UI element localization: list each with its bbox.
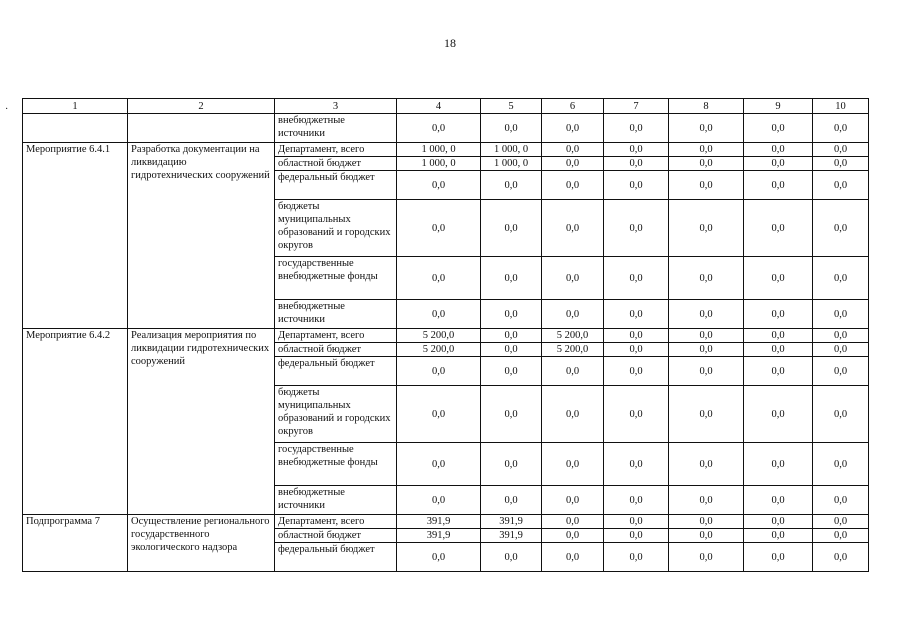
value-cell: 391,9 <box>481 515 542 529</box>
header-cell: 8 <box>669 99 744 114</box>
source-cell: бюджеты муниципальных образований и городских округов <box>275 200 397 257</box>
value-cell: 0,0 <box>669 443 744 486</box>
value-cell: 0,0 <box>813 343 869 357</box>
value-cell: 0,0 <box>542 114 604 143</box>
header-cell: 7 <box>604 99 669 114</box>
value-cell: 0,0 <box>669 386 744 443</box>
value-cell: 5 200,0 <box>542 329 604 343</box>
value-cell: 0,0 <box>604 329 669 343</box>
value-cell: 0,0 <box>669 157 744 171</box>
source-cell: бюджеты муниципальных образований и городских округов <box>275 386 397 443</box>
value-cell: 0,0 <box>604 515 669 529</box>
value-cell: 0,0 <box>604 357 669 386</box>
value-cell: 391,9 <box>397 529 481 543</box>
measure-description: Разработка документации на ликвидацию гидротехнических сооружений <box>128 143 275 329</box>
value-cell: 0,0 <box>481 200 542 257</box>
value-cell: 0,0 <box>744 114 813 143</box>
value-cell: 0,0 <box>542 357 604 386</box>
value-cell: 0,0 <box>397 357 481 386</box>
source-cell: федеральный бюджет <box>275 543 397 572</box>
value-cell: 5 200,0 <box>397 343 481 357</box>
value-cell: 0,0 <box>397 171 481 200</box>
value-cell: 1 000, 0 <box>397 143 481 157</box>
value-cell: 0,0 <box>542 543 604 572</box>
value-cell: 0,0 <box>542 257 604 300</box>
value-cell: 0,0 <box>813 515 869 529</box>
source-cell: Департамент, всего <box>275 515 397 529</box>
margin-mark: · <box>5 104 9 115</box>
empty-cell <box>128 114 275 143</box>
value-cell: 0,0 <box>542 300 604 329</box>
value-cell: 5 200,0 <box>397 329 481 343</box>
value-cell: 0,0 <box>744 200 813 257</box>
value-cell: 0,0 <box>481 443 542 486</box>
value-cell: 0,0 <box>481 257 542 300</box>
value-cell: 0,0 <box>604 200 669 257</box>
source-cell: федеральный бюджет <box>275 357 397 386</box>
value-cell: 0,0 <box>744 357 813 386</box>
source-cell: областной бюджет <box>275 343 397 357</box>
value-cell: 0,0 <box>744 386 813 443</box>
value-cell: 1 000, 0 <box>481 143 542 157</box>
value-cell: 0,0 <box>813 157 869 171</box>
value-cell: 0,0 <box>669 114 744 143</box>
source-cell: внебюджетные источники <box>275 114 397 143</box>
value-cell: 0,0 <box>481 300 542 329</box>
measure-name: Подпрограмма 7 <box>23 515 128 572</box>
value-cell: 0,0 <box>744 171 813 200</box>
source-cell: внебюджетные источники <box>275 300 397 329</box>
value-cell: 0,0 <box>669 529 744 543</box>
value-cell: 0,0 <box>604 143 669 157</box>
value-cell: 0,0 <box>744 157 813 171</box>
value-cell: 0,0 <box>813 200 869 257</box>
value-cell: 0,0 <box>669 329 744 343</box>
value-cell: 0,0 <box>813 300 869 329</box>
value-cell: 0,0 <box>542 143 604 157</box>
value-cell: 0,0 <box>744 486 813 515</box>
value-cell: 391,9 <box>481 529 542 543</box>
value-cell: 0,0 <box>604 343 669 357</box>
source-cell: Департамент, всего <box>275 329 397 343</box>
value-cell: 0,0 <box>744 143 813 157</box>
value-cell: 0,0 <box>481 357 542 386</box>
value-cell: 0,0 <box>542 486 604 515</box>
value-cell: 391,9 <box>397 515 481 529</box>
value-cell: 0,0 <box>397 114 481 143</box>
measure-description: Реализация мероприятия по ликвидации гидротехнических сооружений <box>128 329 275 515</box>
value-cell: 0,0 <box>669 257 744 300</box>
table-row <box>23 143 869 157</box>
value-cell: 0,0 <box>604 529 669 543</box>
budget-table <box>22 98 869 572</box>
header-cell: 10 <box>813 99 869 114</box>
header-row <box>23 99 869 114</box>
value-cell: 0,0 <box>397 257 481 300</box>
value-cell: 0,0 <box>397 386 481 443</box>
value-cell: 0,0 <box>481 329 542 343</box>
value-cell: 1 000, 0 <box>397 157 481 171</box>
value-cell: 0,0 <box>604 114 669 143</box>
value-cell: 0,0 <box>813 386 869 443</box>
value-cell: 0,0 <box>744 443 813 486</box>
value-cell: 0,0 <box>669 486 744 515</box>
value-cell: 0,0 <box>669 300 744 329</box>
value-cell: 0,0 <box>744 543 813 572</box>
value-cell: 0,0 <box>481 543 542 572</box>
value-cell: 0,0 <box>542 515 604 529</box>
source-cell: государственные внебюджетные фонды <box>275 443 397 486</box>
value-cell: 0,0 <box>744 515 813 529</box>
value-cell: 0,0 <box>397 486 481 515</box>
value-cell: 0,0 <box>604 443 669 486</box>
source-cell: Департамент, всего <box>275 143 397 157</box>
header-cell: 6 <box>542 99 604 114</box>
value-cell: 0,0 <box>481 114 542 143</box>
value-cell: 0,0 <box>813 443 869 486</box>
value-cell: 0,0 <box>542 171 604 200</box>
value-cell: 0,0 <box>604 486 669 515</box>
value-cell: 0,0 <box>744 343 813 357</box>
table-row <box>23 329 869 343</box>
value-cell: 0,0 <box>604 300 669 329</box>
value-cell: 0,0 <box>813 171 869 200</box>
value-cell: 0,0 <box>669 343 744 357</box>
table-row <box>23 515 869 529</box>
source-cell: федеральный бюджет <box>275 171 397 200</box>
source-cell: областной бюджет <box>275 529 397 543</box>
empty-cell <box>23 114 128 143</box>
value-cell: 0,0 <box>604 257 669 300</box>
header-cell: 5 <box>481 99 542 114</box>
measure-name: Мероприятие 6.4.2 <box>23 329 128 515</box>
value-cell: 0,0 <box>481 386 542 443</box>
value-cell: 0,0 <box>669 515 744 529</box>
source-cell: областной бюджет <box>275 157 397 171</box>
value-cell: 0,0 <box>813 114 869 143</box>
header-cell: 3 <box>275 99 397 114</box>
value-cell: 0,0 <box>481 171 542 200</box>
value-cell: 0,0 <box>813 143 869 157</box>
value-cell: 0,0 <box>604 171 669 200</box>
header-cell: 4 <box>397 99 481 114</box>
measure-name: Мероприятие 6.4.1 <box>23 143 128 329</box>
header-cell: 9 <box>744 99 813 114</box>
value-cell: 0,0 <box>669 143 744 157</box>
value-cell: 0,0 <box>397 543 481 572</box>
value-cell: 0,0 <box>481 486 542 515</box>
value-cell: 0,0 <box>604 386 669 443</box>
value-cell: 0,0 <box>397 443 481 486</box>
value-cell: 0,0 <box>542 157 604 171</box>
header-cell: 1 <box>23 99 128 114</box>
value-cell: 0,0 <box>669 357 744 386</box>
value-cell: 0,0 <box>397 200 481 257</box>
value-cell: 0,0 <box>813 329 869 343</box>
table-row <box>23 114 869 143</box>
value-cell: 0,0 <box>744 329 813 343</box>
value-cell: 0,0 <box>813 486 869 515</box>
value-cell: 0,0 <box>744 300 813 329</box>
value-cell: 0,0 <box>813 543 869 572</box>
value-cell: 0,0 <box>542 529 604 543</box>
value-cell: 5 200,0 <box>542 343 604 357</box>
value-cell: 0,0 <box>604 543 669 572</box>
value-cell: 0,0 <box>744 529 813 543</box>
value-cell: 0,0 <box>813 257 869 300</box>
value-cell: 0,0 <box>542 200 604 257</box>
page-number: 18 <box>444 36 456 50</box>
value-cell: 0,0 <box>744 257 813 300</box>
source-cell: внебюджетные источники <box>275 486 397 515</box>
value-cell: 0,0 <box>481 343 542 357</box>
value-cell: 0,0 <box>813 529 869 543</box>
header-cell: 2 <box>128 99 275 114</box>
measure-description: Осуществление регионального государственного экологического надзора <box>128 515 275 572</box>
value-cell: 0,0 <box>813 357 869 386</box>
value-cell: 0,0 <box>397 300 481 329</box>
value-cell: 0,0 <box>669 200 744 257</box>
value-cell: 0,0 <box>542 386 604 443</box>
table-body <box>23 99 869 572</box>
source-cell: государственные внебюджетные фонды <box>275 257 397 300</box>
value-cell: 0,0 <box>604 157 669 171</box>
value-cell: 0,0 <box>542 443 604 486</box>
value-cell: 0,0 <box>669 171 744 200</box>
value-cell: 1 000, 0 <box>481 157 542 171</box>
value-cell: 0,0 <box>669 543 744 572</box>
